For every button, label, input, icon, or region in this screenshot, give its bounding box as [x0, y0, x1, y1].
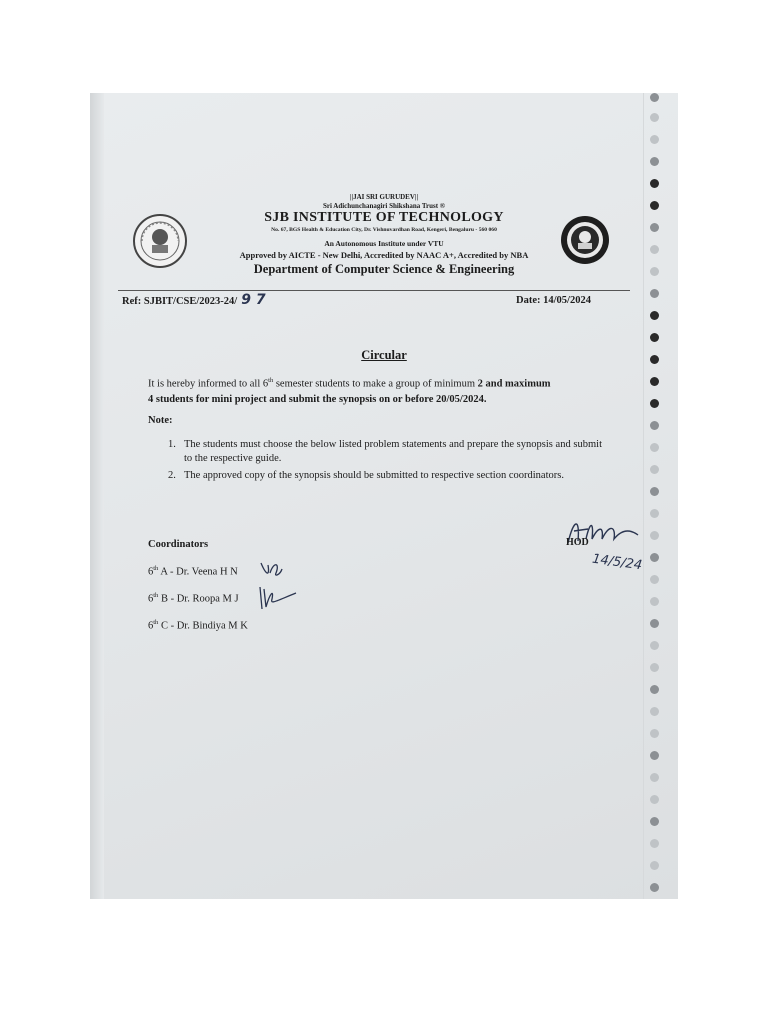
- punch-hole: [650, 289, 659, 298]
- coordinator-semester: 6: [148, 593, 154, 605]
- note-item: [168, 438, 602, 466]
- reference-label: Ref: SJBIT/CSE/2023-24/: [122, 296, 238, 307]
- punch-hole: [650, 663, 659, 672]
- autonomous-line: An Autonomous Institute under VTU: [324, 239, 444, 248]
- para-text-a: It is hereby informed to all 6: [148, 378, 269, 390]
- note-item-text: The approved copy of the synopsis should be submitted to respective section coordinators.: [184, 470, 564, 481]
- header-invocation: ||JAI SRI GURUDEV||: [349, 193, 418, 201]
- para-bold-1: 2 and maximum: [477, 378, 551, 390]
- institute-address: No. 67, BGS Health & Education City, Dr. Vishnuvardhan Road, Kengeri, Bengaluru - 560 060: [271, 227, 497, 233]
- punch-hole: [650, 333, 659, 342]
- header-divider: [118, 290, 630, 291]
- coordinator-item: [148, 592, 239, 605]
- punch-hole: [650, 729, 659, 738]
- coordinator-name: B - Dr. Roopa M J: [158, 593, 239, 605]
- coordinator-item: [148, 565, 238, 578]
- punch-hole: [650, 839, 659, 848]
- coordinator-initial-icon: [258, 557, 284, 581]
- institute-name: SJB INSTITUTE OF TECHNOLOGY: [264, 210, 504, 225]
- para-sup: th: [268, 377, 274, 384]
- hod-label: HOD: [566, 537, 589, 548]
- punch-hole: [650, 883, 659, 892]
- coordinator-sup: th: [153, 565, 159, 572]
- para-bold-2: 4 students for mini project and submit the synopsis on or before 20/05/2024.: [148, 393, 487, 405]
- punch-hole: [650, 685, 659, 694]
- punch-hole: [650, 641, 659, 650]
- punch-hole: [650, 465, 659, 474]
- circular-title: Circular: [361, 348, 407, 362]
- note-item-number: 1.: [168, 439, 176, 450]
- punch-hole: [650, 575, 659, 584]
- punch-hole: [650, 311, 659, 320]
- coordinator-semester: 6: [148, 566, 154, 578]
- note-item-number: 2.: [168, 470, 176, 481]
- punch-hole: [650, 751, 659, 760]
- punch-hole: [650, 707, 659, 716]
- coordinator-name: C - Dr. Bindiya M K: [158, 620, 248, 632]
- punch-hole: [650, 795, 659, 804]
- note-item: [168, 469, 602, 483]
- punch-hole: [650, 93, 659, 102]
- punch-hole: [650, 531, 659, 540]
- circular-paragraph: [148, 373, 608, 407]
- punch-hole: [650, 135, 659, 144]
- document-page: [90, 93, 678, 899]
- punch-hole: [650, 773, 659, 782]
- note-heading: Note:: [148, 415, 173, 426]
- note-list: [168, 438, 602, 483]
- coordinators-heading: Coordinators: [148, 539, 209, 550]
- circular-date: Date: 14/05/2024: [516, 295, 591, 306]
- punch-hole: [650, 443, 659, 452]
- punch-hole: [650, 179, 659, 188]
- reference-number: [122, 292, 266, 308]
- punch-hole: [650, 817, 659, 826]
- punch-hole: [650, 421, 659, 430]
- punch-hole: [650, 487, 659, 496]
- punch-hole: [650, 157, 659, 166]
- punch-hole: [650, 861, 659, 870]
- punch-hole: [650, 399, 659, 408]
- punch-hole: [650, 553, 659, 562]
- header-trust: Sri Adichunchanagiri Shikshana Trust ®: [322, 202, 446, 210]
- coordinator-sup: th: [153, 619, 159, 626]
- punch-hole: [650, 619, 659, 628]
- coordinator-item: [148, 619, 248, 632]
- coordinator-initial-icon: [256, 585, 298, 613]
- punch-hole: [650, 113, 659, 122]
- approval-line: Approved by AICTE - New Delhi, Accredited by NAAC A+, Accredited by NBA: [239, 250, 529, 260]
- note-item-text: The students must choose the below listed problem statements and prepare the synopsis and submit to the respective guide.: [184, 439, 602, 464]
- para-text-b: semester students to make a group of minimum: [273, 378, 478, 390]
- hod-signed-date: 14/5/24: [591, 551, 643, 574]
- coordinator-semester: 6: [148, 620, 154, 632]
- coordinator-name: A - Dr. Veena H N: [158, 566, 238, 578]
- punch-hole: [650, 597, 659, 606]
- coordinator-sup: th: [153, 592, 159, 599]
- handwritten-ref-number: 9 7: [241, 292, 266, 308]
- department-name: Department of Computer Science & Engineering: [253, 262, 515, 276]
- punch-hole: [650, 377, 659, 386]
- punch-hole: [650, 509, 659, 518]
